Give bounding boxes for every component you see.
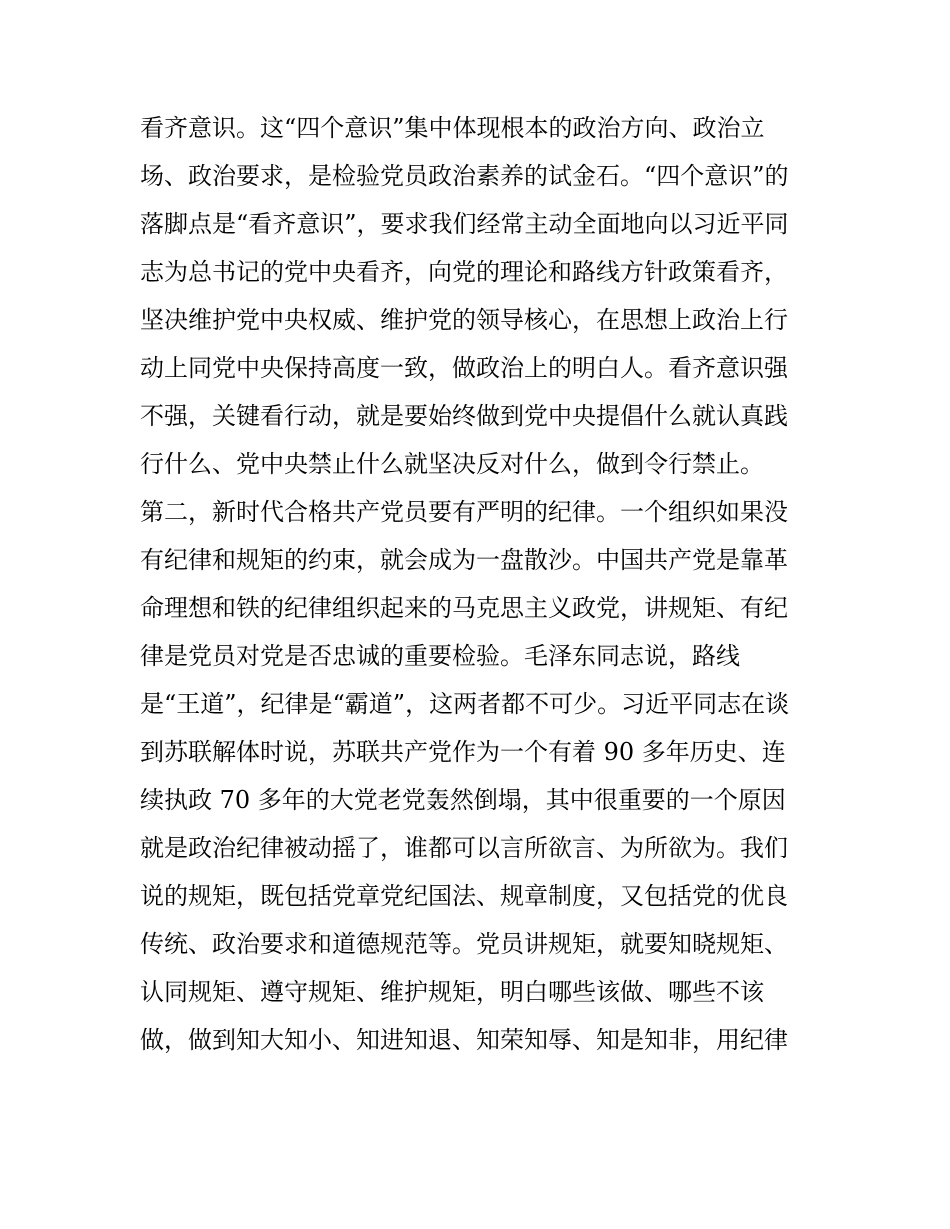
text-line: 说的规矩，既包括党章党纪国法、规章制度，又包括党的优良 — [140, 882, 788, 910]
text-line: 第二，新时代合格共产党员要有严明的纪律。一个组织如果没 — [140, 498, 788, 526]
text-line: 行什么、党中央禁止什么就坚决反对什么，做到令行禁止。 — [140, 450, 764, 478]
text-line: 认同规矩、遵守规矩、维护规矩，明白哪些该做、哪些不该 — [140, 978, 764, 1006]
text-line: 传统、政治要求和道德规范等。党员讲规矩，就要知晓规矩、 — [140, 930, 788, 958]
text-line: 续执政 70 多年的大党老党轰然倒塌，其中很重要的一个原因 — [140, 786, 786, 814]
text-line: 有纪律和规矩的约束，就会成为一盘散沙。中国共产党是靠革 — [140, 546, 788, 574]
text-line: 做，做到知大知小、知进知退、知荣知辱、知是知非，用纪律 — [140, 1026, 788, 1054]
text-line: 不强，关键看行动，就是要始终做到党中央提倡什么就认真践 — [140, 402, 788, 430]
text-line: 就是政治纪律被动摇了，谁都可以言所欲言、为所欲为。我们 — [140, 834, 788, 862]
text-line: 志为总书记的党中央看齐，向党的理论和路线方针政策看齐， — [140, 258, 788, 286]
body-text — [140, 104, 820, 1064]
text-line: 是“王道”，纪律是“霸道”，这两者都不可少。习近平同志在谈 — [140, 690, 790, 718]
text-line: 动上同党中央保持高度一致，做政治上的明白人。看齐意识强 — [140, 354, 788, 382]
text-line: 场、政治要求，是检验党员政治素养的试金石。“四个意识”的 — [140, 162, 789, 190]
text-line: 律是党员对党是否忠诚的重要检验。毛泽东同志说，路线 — [140, 642, 740, 670]
text-line: 坚决维护党中央权威、维护党的领导核心，在思想上政治上行 — [140, 306, 788, 334]
text-line: 落脚点是“看齐意识”，要求我们经常主动全面地向以习近平同 — [140, 210, 789, 238]
text-line: 看齐意识。这“四个意识”集中体现根本的政治方向、政治立 — [140, 114, 765, 142]
text-line: 到苏联解体时说，苏联共产党作为一个有着 90 多年历史、连 — [140, 738, 786, 766]
text-line: 命理想和铁的纪律组织起来的马克思主义政党，讲规矩、有纪 — [140, 594, 788, 622]
